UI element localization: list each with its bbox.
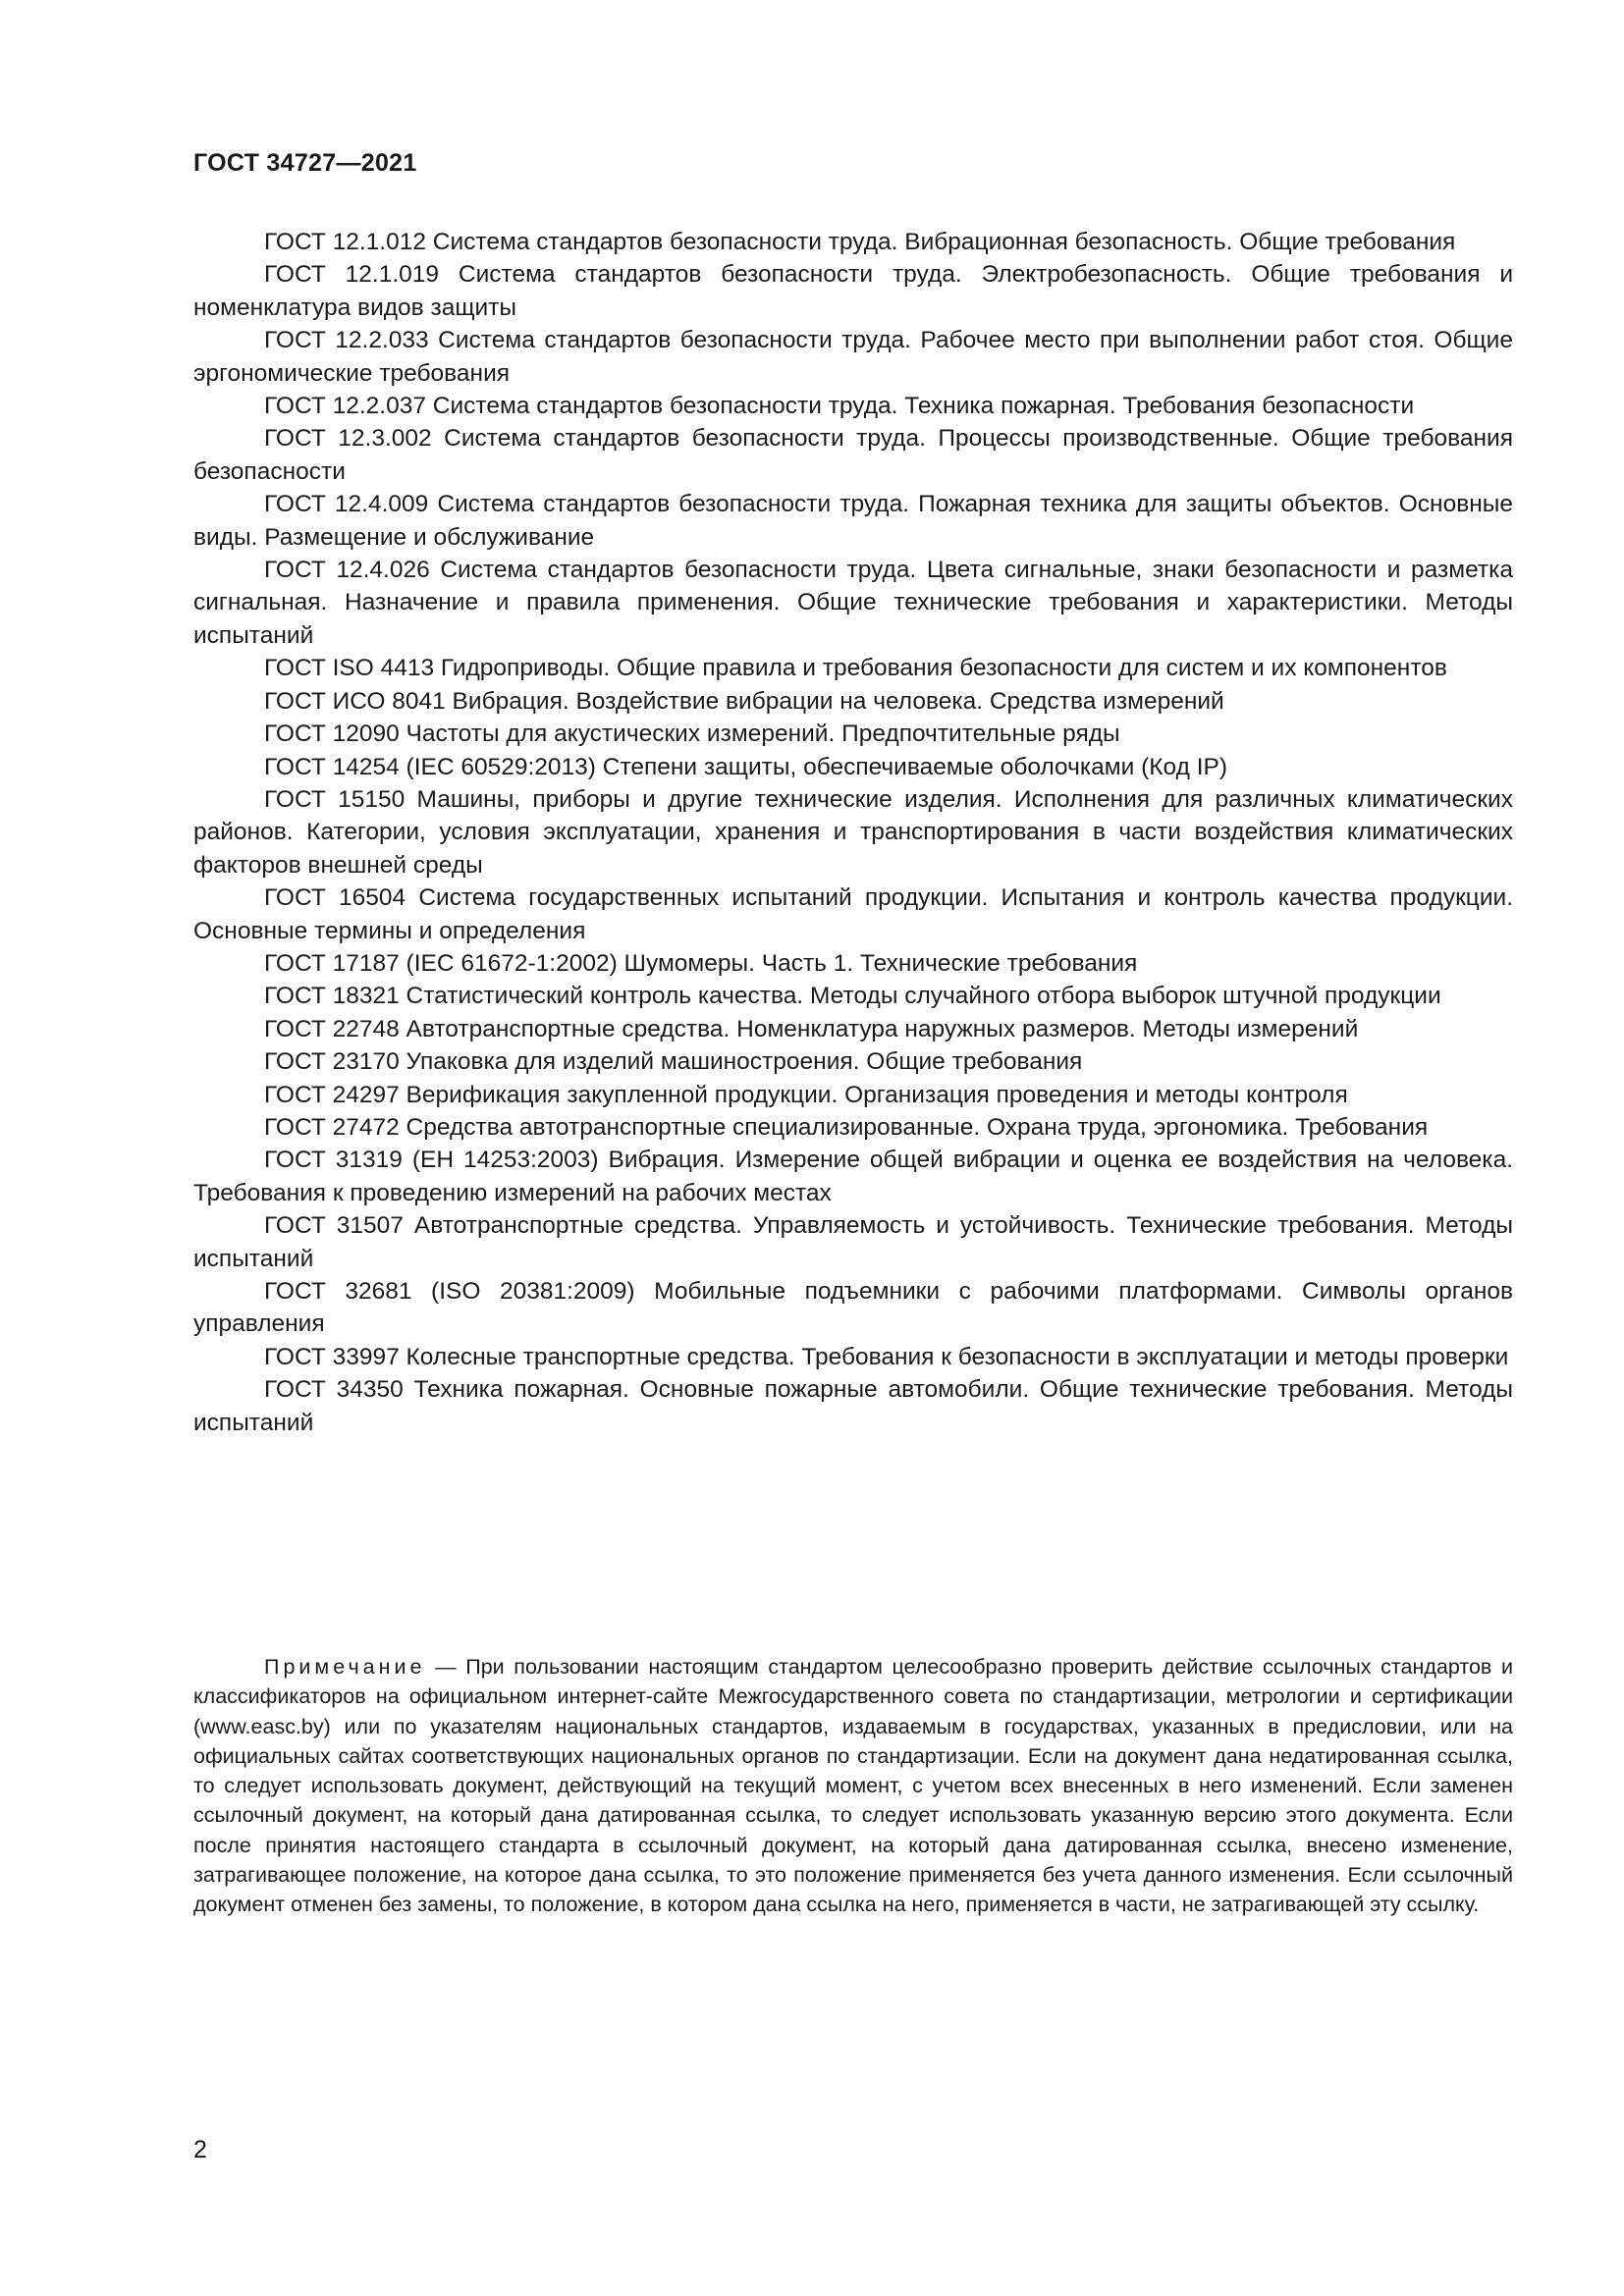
- reference-item: ГОСТ 12.2.037 Система стандартов безопасности труда. Техника пожарная. Требования безопасности: [264, 393, 1415, 420]
- reference-item: ГОСТ 33997 Колесные транспортные средства. Требования к безопасности в эксплуатации и методы проверки: [264, 1343, 1509, 1370]
- reference-item: ГОСТ 12.1.012 Система стандартов безопасности труда. Вибрационная безопасность. Общие требования: [264, 229, 1456, 255]
- reference-item: ГОСТ 14254 (IEC 60529:2013) Степени защиты, обеспечиваемые оболочками (Код IP): [264, 753, 1228, 780]
- reference-item: ГОСТ 27472 Средства автотранспортные специализированные. Охрана труда, эргономика. Требования: [264, 1113, 1429, 1141]
- reference-item: ГОСТ 23170 Упаковка для изделий машиностроения. Общие требования: [264, 1048, 1083, 1076]
- page-number: 2: [193, 2136, 207, 2163]
- reference-item: ГОСТ 12.2.033 Система стандартов безопасности труда. Рабочее место при выполнении работ стоя. Общие эргономические требования: [193, 327, 1513, 387]
- reference-item: ГОСТ 12.3.002 Система стандартов безопасности труда. Процессы производственные. Общие требования безопасности: [193, 425, 1513, 485]
- normative-references-list: [193, 226, 1513, 1439]
- reference-item: ГОСТ 34350 Техника пожарная. Основные пожарные автомобили. Общие технические требования. Методы испытаний: [193, 1376, 1513, 1436]
- reference-item: ГОСТ ISO 4413 Гидроприводы. Общие правила и требования безопасности для систем и их компонентов: [264, 655, 1447, 682]
- reference-item: ГОСТ 31319 (ЕН 14253:2003) Вибрация. Измерение общей вибрации и оценка ее воздействия на человека. Требования к проведению измерений на рабочих местах: [193, 1147, 1513, 1206]
- reference-item: ГОСТ 15150 Машины, приборы и другие технические изделия. Исполнения для различных климатических районов. Категории, условия эксплуатации, хранения и транспортирования в части воздействия климатических факторов внешней среды: [193, 785, 1513, 879]
- reference-item: ГОСТ 12.4.009 Система стандартов безопасности труда. Пожарная техника для защиты объектов. Основные виды. Размещение и обслуживание: [193, 491, 1513, 551]
- reference-item: ГОСТ 32681 (ISO 20381:2009) Мобильные подъемники с рабочими платформами. Символы органов управления: [193, 1278, 1513, 1338]
- reference-item: ГОСТ 12090 Частоты для акустических измерений. Предпочтительные ряды: [264, 721, 1120, 748]
- reference-item: ГОСТ 16504 Система государственных испытаний продукции. Испытания и контроль качества продукции. Основные термины и определения: [193, 884, 1513, 944]
- reference-item: ГОСТ 17187 (IEC 61672-1:2002) Шумомеры. Часть 1. Технические требования: [264, 949, 1138, 977]
- reference-item: ГОСТ 12.1.019 Система стандартов безопасности труда. Электробезопасность. Общие требования и номенклатура видов защиты: [193, 261, 1513, 321]
- reference-item: ГОСТ 12.4.026 Система стандартов безопасности труда. Цвета сигнальные, знаки безопасности и разметка сигнальная. Назначение и правила применения. Общие технические требования и характеристики. Методы испытаний: [193, 557, 1513, 649]
- note-text: — При пользовании настоящим стандартом целесообразно проверить действие ссылочных стандартов и классификаторов на официальном интернет-сайте Межгосударственного совета по стандартизации, метрологии и сертификации (www.easc.by) или по указателям национальных стандартов, издаваемым в государствах, указанных в предисловии, или на официальных сайтах соответствующих национальных органов по стандартизации. Если на документ дана недатированная ссылка, то следует использовать документ, действующий на текущий момент, с учетом всех внесенных в него изменений. Если заменен ссылочный документ, на который дана датированная ссылка, то следует использовать указанную версию этого документа. Если после принятия настоящего стандарта в ссылочный документ, на который дана датированная ссылка, внесено изменение, затрагивающее положение, на которое дана ссылка, то это положение применяется без учета данного изменения. Если ссылочный документ отменен без замены, то положение, в котором дана ссылка на него, применяется в части, не затрагивающей эту ссылку.: [193, 1655, 1513, 1917]
- reference-item: ГОСТ 24297 Верификация закупленной продукции. Организация проведения и методы контроля: [264, 1081, 1348, 1108]
- document-header: ГОСТ 34727—2021: [193, 149, 417, 177]
- note-paragraph: [193, 1652, 1513, 1920]
- note-label: Примечание: [264, 1655, 426, 1679]
- reference-item: ГОСТ 31507 Автотранспортные средства. Управляемость и устойчивость. Технические требования. Методы испытаний: [193, 1212, 1513, 1272]
- reference-item: ГОСТ 18321 Статистический контроль качества. Методы случайного отбора выборок штучной продукции: [264, 983, 1441, 1010]
- reference-item: ГОСТ 22748 Автотранспортные средства. Номенклатура наружных размеров. Методы измерений: [264, 1015, 1359, 1042]
- reference-item: ГОСТ ИСО 8041 Вибрация. Воздействие вибрации на человека. Средства измерений: [264, 687, 1224, 715]
